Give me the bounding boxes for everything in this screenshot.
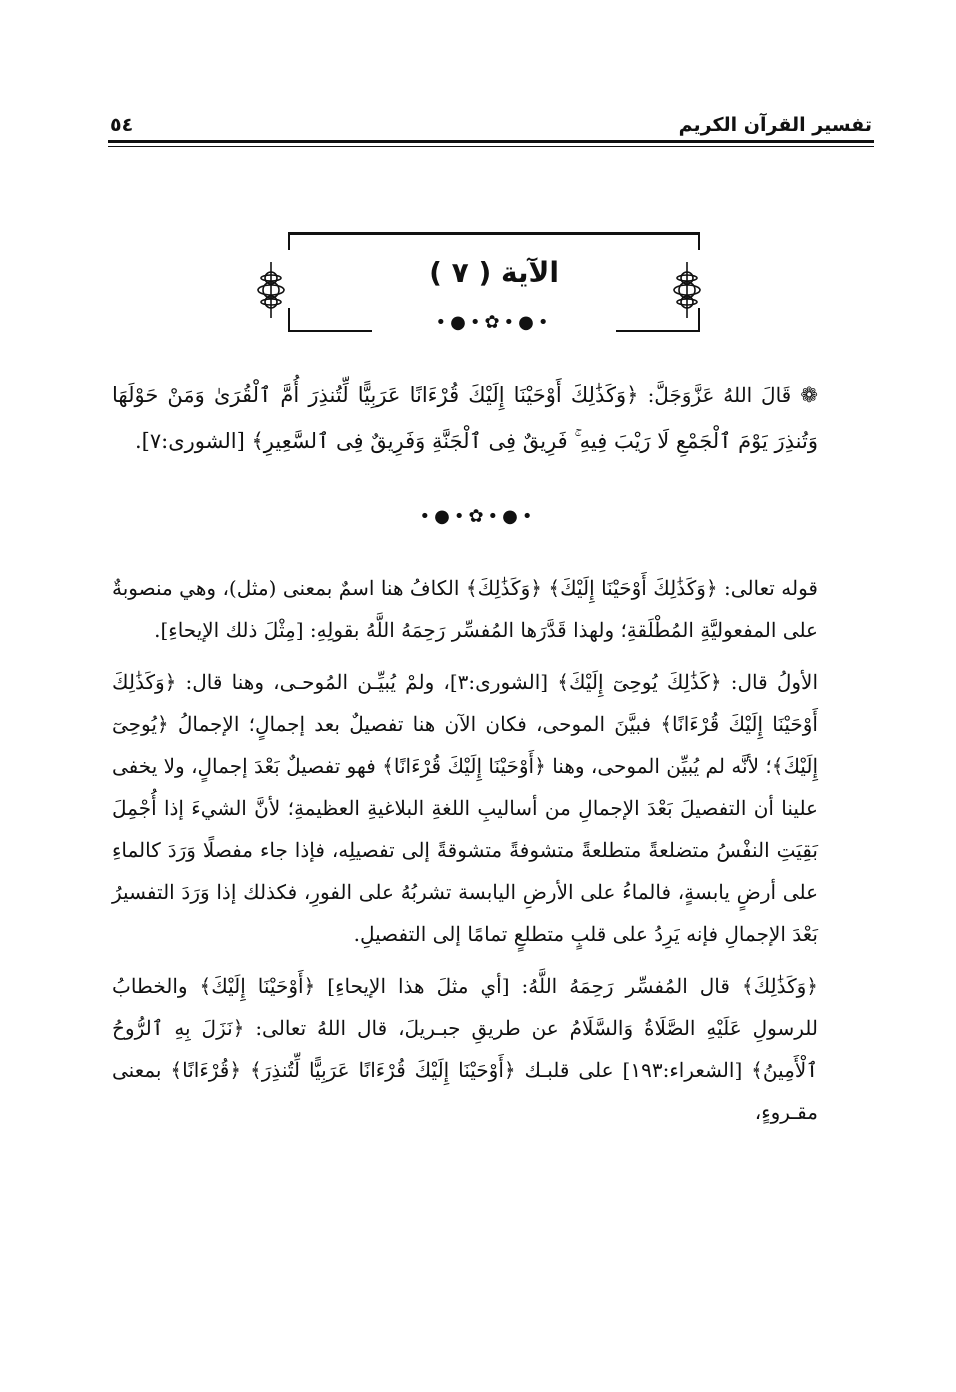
- section-separator: •●•✿•●•: [419, 506, 537, 527]
- ayah-ornament: •●•✿•●•: [435, 312, 553, 333]
- frame-top-border: [288, 232, 700, 235]
- rosette-icon: ❁: [800, 383, 818, 407]
- verse-text: ﴿وَكَذَٰلِكَ أَوْحَيْنَا إِلَيْكَ قُرْءَانًا عَرَبِيًّا لِّتُنذِرَ أُمَّ ٱلْقُرَىٰ وَمَنْ حَوْلَهَا وَتُنذِرَ يَوْمَ ٱلْجَمْعِ لَا رَيْبَ فِيهِ ۚ فَرِيقٌ فِى ٱلْجَنَّةِ وَفَرِيقٌ فِى ٱلسَّعِيرِ﴾: [112, 383, 818, 453]
- header-rule: [108, 140, 874, 143]
- frame-side-border: [288, 232, 290, 250]
- paragraph: الأولُ قال: ﴿كَذَٰلِكَ يُوحِىٓ إِلَيْكَ﴾ [الشورى:٣]، ولمْ يُبيِّـن المُوحـى، وهنا قال: ﴿وَكَذَٰلِكَ أَوْحَيْنَا إِلَيْكَ قُرْءَانًا﴾ فبيَّنَ الموحى، فكان الآن هنا تفصيلٌ بعد إجمالٍ؛ الإجمالُ ﴿يُوحِىٓ إِلَيْكَ﴾؛ لأنَّه لم يُبيِّن الموحى، وهنا ﴿أَوْحَيْنَا إِلَيْكَ قُرْءَانًا﴾ فهو تفصيلٌ بَعْدَ إجمالٍ، ولا يخفى علينا أن التفصيلَ بَعْدَ الإجمالِ من أساليبِ اللغةِ البلاغيةِ العظيمةِ؛ لأنَّ الشيءَ إذا أُجْمِلَ بَقِيَتِ النفْسُ متضلعةً متطلعةً متشوفةً متشوقةً إلى تفصيلِه، فإذا جاء مفصلًا وَرَدَ كالماءِ على أرضٍ يابسةٍ، فالماءُ على الأرضِ اليابسة تشربُهُ على الفورِ، فكذلك إذا وَرَدَ التفسيرُ بَعْدَ الإجمالِ فإنه يَرِدُ على قلبٍ متطلعٍ تمامًا إلى التفصيلِ.: [112, 670, 818, 946]
- page-number: ٥٤: [110, 114, 134, 136]
- paragraph: قوله تعالى: ﴿وَكَذَٰلِكَ أَوْحَيْنَا إِلَيْكَ﴾ ﴿وَكَذَٰلِكَ﴾ الكافُ هنا اسمٌ بمعنى (مثل)، وهي منصوبةٌ على المفعوليَّةِ المُطْلَقةِ؛ ولهذا قَدَّرَها المُفسِّر رَحِمَهُ اللَّهُ بقولِهِ: [مِثْلَ ذلك الإيحاءِ].: [112, 576, 818, 642]
- ayah-title: الآية ( ٧ ): [429, 256, 559, 289]
- frame-side-border: [698, 232, 700, 250]
- quran-verse: [112, 372, 818, 464]
- verse-lead: قَالَ اللهُ عَزَّوَجَلَّ:: [647, 383, 792, 407]
- book-title: تفسير القرآن الكريم: [678, 114, 872, 136]
- header-rule-thin: [108, 146, 874, 147]
- commentary-body: [112, 567, 818, 1143]
- paragraph: ﴿وَكَذَٰلِكَ﴾ قال المُفسِّر رَحِمَهُ اللَّهُ: [أي مثلَ هذا الإيحاءِ] ﴿أَوْحَيْنَا إِلَيْكَ﴾ والخطابُ للرسولِ عَلَيْهِ الصَّلَاةُ وَالسَّلَامُ عن طريقِ جبـريلَ، قال اللهُ تعالى: ﴿نَزَلَ بِهِ ٱلرُّوحُ ٱلْأَمِينُ﴾ [الشعراء:١٩٣] على قلبـك ﴿أَوْحَيْنَا إِلَيْكَ قُرْءَانًا عَرَبِيًّا لِّتُنذِرَ﴾ ﴿قُرْءَانًا﴾ بمعنى مقـروءٍ،: [112, 974, 818, 1124]
- ayah-frame: [288, 232, 700, 332]
- knot-ornament-icon: [256, 262, 286, 318]
- verse-reference: [الشورى:٧].: [134, 429, 245, 453]
- running-header: [110, 112, 872, 138]
